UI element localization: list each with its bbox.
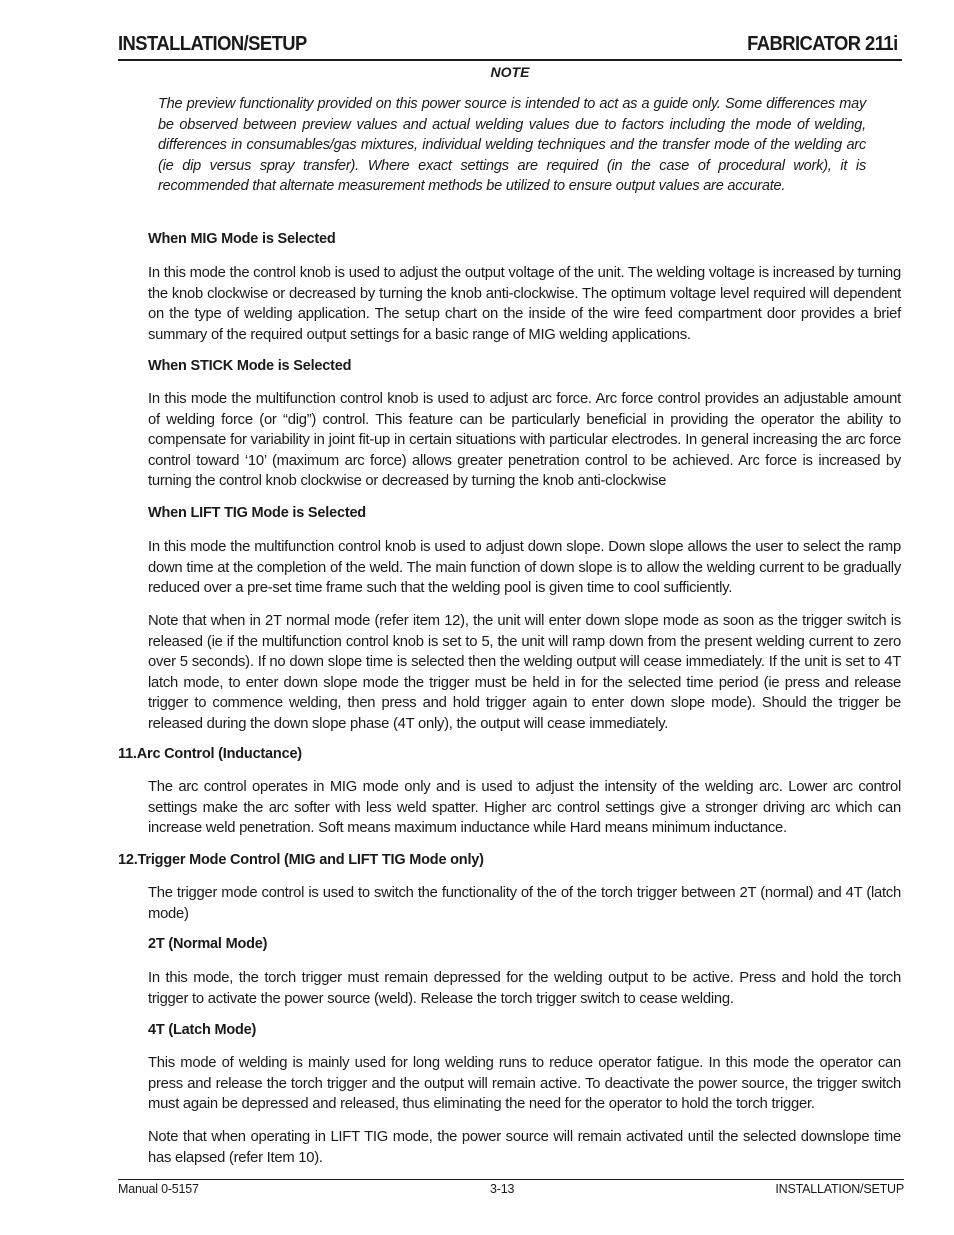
trigger-mode-heading: 12.Trigger Mode Control (MIG and LIFT TIG Mode only) [118,852,484,868]
footer-manual-number: Manual 0-5157 [118,1182,199,1196]
header-product-name: FABRICATOR 211i [747,33,898,55]
four-t-section [148,1053,901,1115]
lift-tig-mode-heading: When LIFT TIG Mode is Selected [148,505,366,521]
four-t-paragraph-1: This mode of welding is mainly used for long welding runs to reduce operator fatigue. In this mode the operator can press and release the torch trigger and the output will remain active. To deactivate the power source, the trigger switch must again be depressed and released, thus eliminating the need for the operator to hold the torch trigger. [148,1055,901,1112]
trigger-mode-paragraph: The trigger mode control is used to switch the functionality of the of the torch trigger between 2T (normal) and 4T (latch mode) [148,885,901,922]
footer-divider [118,1179,904,1180]
four-t-paragraph-2: Note that when operating in LIFT TIG mode, the power source will remain activated until the selected downslope time has elapsed (refer Item 10). [148,1129,901,1166]
two-t-section [148,968,901,1009]
mig-mode-heading: When MIG Mode is Selected [148,231,336,247]
lift-tig-paragraph-1: In this mode the multifunction control knob is used to adjust down slope. Down slope allows the user to select the ramp down time at the completion of the weld. The main function of down slope is to allow the welding current to be gradually reduced over a pre-set time frame such that the welding pool is given time to cool sufficiently. [148,539,901,596]
footer-section-name: INSTALLATION/SETUP [775,1182,904,1196]
trigger-mode-section [148,883,901,924]
stick-mode-paragraph: In this mode the multifunction control knob is used to adjust arc force. Arc force control provides an adjustable amount of welding force (or “dig”) control. This feature can be particularly beneficial in providing the operator the ability to compensate for variability in joint fit-up in certain situations with particular electrodes. In general increasing the arc force control toward ‘10’ (maximum arc force) allows greater penetration control to be achieved. Arc force is increased by turning the control knob clockwise or decreased by turning the knob anti-clockwise [148,391,901,489]
arc-control-section [148,777,901,839]
mig-mode-section [148,263,901,345]
header-section-title: INSTALLATION/SETUP [118,33,307,55]
lift-tig-paragraph-2: Note that when in 2T normal mode (refer item 12), the unit will enter down slope mode as soon as the trigger switch is released (ie if the multifunction control knob is set to 5, the unit will ramp down from the present welding current to zero over 5 seconds). If no down slope time is selected then the welding output will cease immediately. If the unit is set to 4T latch mode, to enter down slope mode the trigger must be held in for the selected time period (ie press and release trigger to commence welding, then press and hold trigger again to enter down slope mode). Should the trigger be released during the down slope phase (4T only), the output will cease immediately. [148,613,901,732]
note-body: The preview functionality provided on this power source is intended to act as a guide only. Some differences may be observed between preview values and actual welding values due to factors including the mode of welding, differences in consumables/gas mixtures, individual welding techniques and the transfer mode of the welding arc (ie dip versus spray transfer). Where exact settings are required (in the case of procedural work), it is recommended that alternate measurement methods be utilized to ensure output values are accurate. [158,96,866,194]
mig-mode-paragraph: In this mode the control knob is used to adjust the output voltage of the unit. The welding voltage is increased by turning the knob clockwise or decreased by turning the knob anti-clockwise. The optimum voltage level required will dependent on the type of welding application. The setup chart on the inside of the wire feed compartment door provides a brief summary of the required output settings for a basic range of MIG welding applications. [148,265,901,343]
arc-control-paragraph: The arc control operates in MIG mode only and is used to adjust the intensity of the welding arc. Lower arc control settings make the arc softer with less weld spatter. Higher arc control settings give a stronger driving arc which can increase weld penetration. Soft means maximum inductance while Hard means minimum inductance. [148,779,901,836]
two-t-paragraph: In this mode, the torch trigger must remain depressed for the welding output to be active. Press and hold the torch trigger to activate the power source (weld). Release the torch trigger switch to cease welding. [148,970,901,1007]
stick-mode-section [148,389,901,492]
four-t-heading: 4T (Latch Mode) [148,1022,257,1038]
four-t-section-2 [148,1127,901,1168]
page-header [118,33,898,59]
footer-page-number: 3-13 [490,1182,515,1196]
stick-mode-heading: When STICK Mode is Selected [148,358,352,374]
header-divider [118,59,902,61]
lift-tig-mode-section [148,537,901,599]
two-t-heading: 2T (Normal Mode) [148,936,268,952]
arc-control-heading: 11.Arc Control (Inductance) [118,746,302,762]
lift-tig-mode-section-2 [148,611,901,734]
note-title: NOTE [490,64,530,80]
